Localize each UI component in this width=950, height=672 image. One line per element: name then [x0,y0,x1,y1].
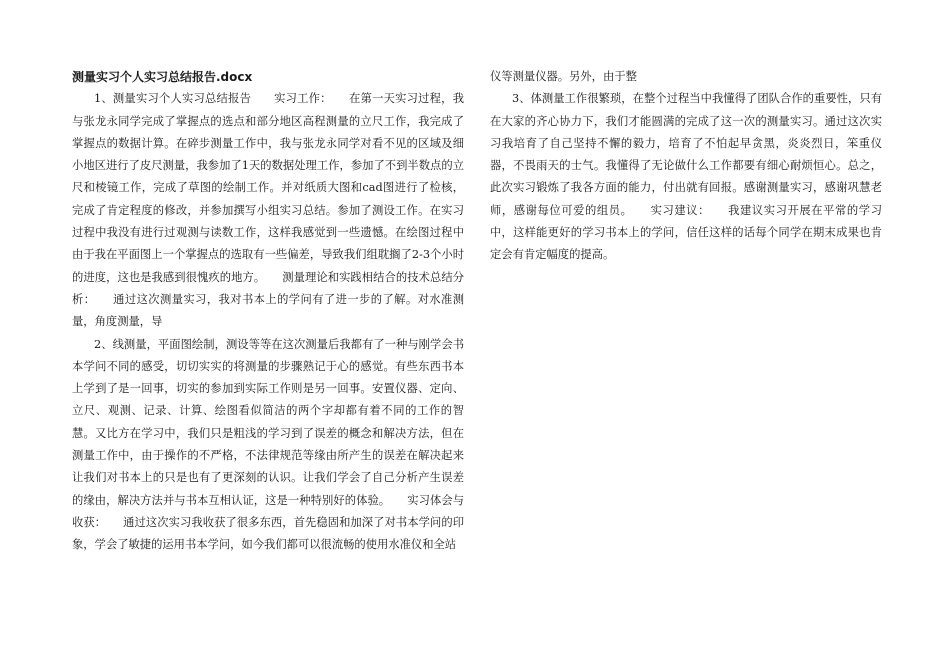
left-column [72,66,464,557]
paragraph-continuation: 仪等测量仪器。另外，由于整 [490,70,637,83]
document-title: 测量实习个人实习总结报告.docx [72,70,253,84]
paragraph-2: 2、线测量，平面图绘制，测设等等在这次测量后我都有了一种与刚学会书本学问不同的感受，切切实实的将测量的步骤熟记于心的感觉。有些东西书本上学到了是一回事，切实的参加到实际工作则是另一回事。安置仪器、定向、立尺、观测、记录、计算、绘图看似简洁的两个字却都有着不同的工作的智慧。又比方在学习中，我们只是粗浅的学习到了误差的概念和解决方法，但在测量工作中，由于操作的不严格，不法律规范等缘由所产生的误差在解决起来让我们对书本上的只是也有了更深刻的认识。让我们学会了自己分析产生误差的缘由，解决方法并与书本互相认证，这是一种特别好的体验。 实习体会与收获： 通过这次实习我收获了很多东西，首先稳固和加深了对书本学问的印象，学会了敏捷的运用书本学问，如今我们都可以很流畅的使用水准仪和全站 [72,337,464,552]
right-column [490,66,882,267]
paragraph-1: 1、测量实习个人实习总结报告 实习工作： 在第一天实习过程，我与张龙永同学完成了掌握点的选点和部分地区高程测量的立尺工作，我完成了掌握点的数据计算。在碎步测量工作中，我与张龙永同学对看不见的区域及细小地区进行了皮尺测量，我参加了1天的数据处理工作，参加了不到半数点的立尺和棱镜工作，完成了草图的绘制工作。并对纸质大图和cad图进行了检核，完成了肯定程度的修改，并参加撰写小组实习总结。参加了测设工作。在实习过程中我没有进行过观测与读数工作，这样我感觉到一些遗憾。在绘图过程中由于我在平面图上一个掌握点的选取有一些偏差，导致我们组耽搁了2-3个小时的进度，这也是我感到很愧疚的地方。 测量理论和实践相结合的技术总结分析： 通过这次测量实习，我对书本上的学问有了进一步的了解。对水准测量，角度测量，导 [72,92,464,329]
paragraph-3: 3、体测量工作很繁琐，在整个过程当中我懂得了团队合作的重要性，只有在大家的齐心协力下，我们才能圆满的完成了这一次的测量实习。通过这次实习我培育了自己坚持不懈的毅力，培育了不怕起早贪黑，炎炎烈日，笨重仪器，不畏雨天的士气。我懂得了无论做什么工作都要有细心耐烦恒心。总之，此次实习锻炼了我各方面的能力，付出就有回报。感谢测量实习，感谢巩慧老师，感谢每位可爱的组员。 实习建议： 我建议实习开展在平常的学习中，这样能更好的学习书本上的学问，信任这样的话每个同学在期末成果也肯定会有肯定幅度的提高。 [490,92,882,262]
